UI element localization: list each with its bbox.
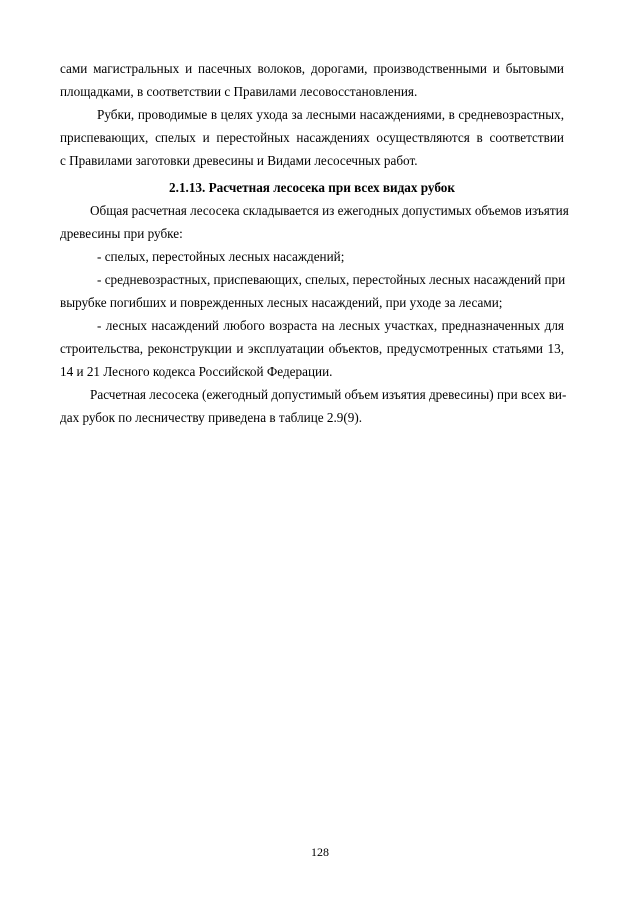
paragraph-line: - спелых, перестойных лесных насаждений; [97, 249, 345, 264]
paragraph-line: с Правилами заготовки древесины и Видами лесосечных работ. [60, 153, 418, 168]
paragraph-line: строительства, реконструкции и эксплуатации объектов, предусмотренных статьями 13, [60, 341, 564, 356]
paragraph-line: Расчетная лесосека (ежегодный допустимый объем изъятия древесины) при всех ви- [90, 387, 567, 402]
paragraph-line: дах рубок по лесничеству приведена в таблице 2.9(9). [60, 410, 363, 425]
paragraph-line: - лесных насаждений любого возраста на лесных участках, предназначенных для [97, 318, 564, 333]
paragraph-line: Общая расчетная лесосека складывается из ежегодных допустимых объемов изъятия [90, 203, 569, 218]
paragraph-line: площадками, в соответствии с Правилами лесовосстановления. [60, 84, 418, 99]
paragraph-line: древесины при рубке: [60, 226, 183, 241]
section-heading: 2.1.13. Расчетная лесосека при всех видах рубок [169, 180, 455, 195]
paragraph-line: Рубки, проводимые в целях ухода за лесными насаждениями, в средневозрастных, [97, 107, 564, 122]
paragraph-line: сами магистральных и пасечных волоков, дорогами, производственными и бытовыми [60, 61, 564, 76]
page-number: 128 [311, 845, 329, 859]
paragraph-line: вырубке погибших и поврежденных лесных насаждений, при уходе за лесами; [60, 295, 503, 310]
paragraph-line: приспевающих, спелых и перестойных насаждениях осуществляются в соответствии [60, 130, 564, 145]
paragraph-line: - средневозрастных, приспевающих, спелых, перестойных лесных насаждений при [97, 272, 566, 287]
paragraph-line: 14 и 21 Лесного кодекса Российской Федерации. [60, 364, 333, 379]
